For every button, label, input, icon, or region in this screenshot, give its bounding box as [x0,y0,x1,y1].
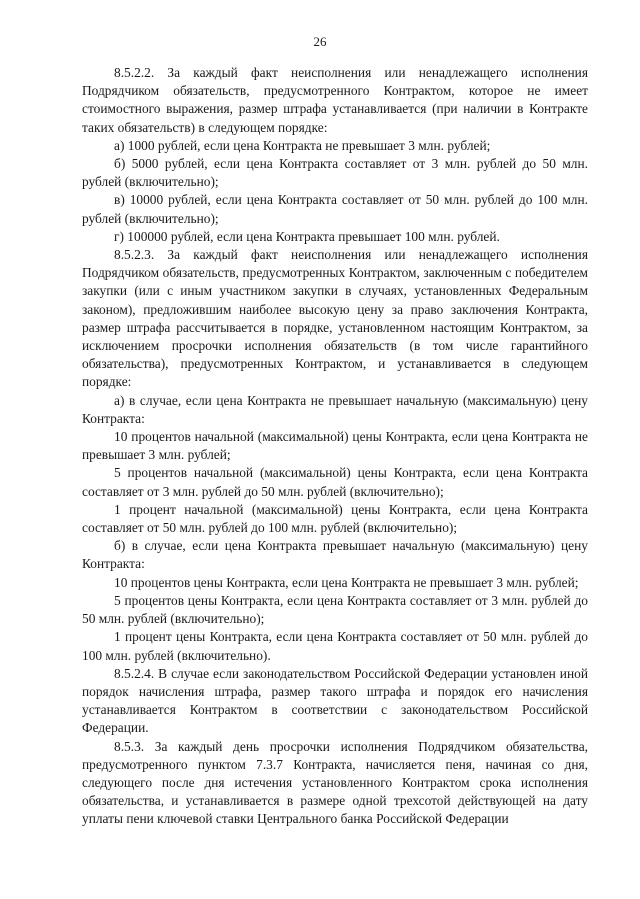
list-item-b: б) 5000 рублей, если цена Контракта составляет от 3 млн. рублей до 50 млн. рублей (включительно); [82,156,588,190]
paragraph-8-5-2-2: 8.5.2.2. За каждый факт неисполнения или ненадлежащего исполнения Подрядчиком обязательств, предусмотренного Контрактом, которое не имеет стоимостного выражения, размер штрафа устанавливается (при наличии в Контракте таких обязательств) в следующем порядке: [82,65,588,135]
case-a-item-3: 1 процент начальной (максимальной) цены Контракта, если цена Контракта составляет от 50 млн. рублей до 100 млн. рублей (включительно); [82,501,588,536]
paragraph-8-5-2-3: 8.5.2.3. За каждый факт неисполнения или ненадлежащего исполнения Подрядчиком обязательств, предусмотренных Контрактом, заключенным с победителем закупки (или с иным участником закупки в случаях, установленных Федеральным законом), предложившим наиболее высокую цену за право заключения Контракта, размер штрафа рассчитывается в порядке, установленном настоящим Контрактом, за исключением просрочки исполнения обязательств (в том числе гарантийного обязательства), предусмотренных Контрактом, и устанавливается в следующем порядке: [82,247,588,390]
document-body [82,64,588,829]
case-a: а) в случае, если цена Контракта не превышает начальную (максимальную) цену Контракта: [82,392,588,426]
case-a-item-2: 5 процентов начальной (максимальной) цены Контракта, если цена Контракта составляет от 3 млн. рублей до 50 млн. рублей (включительно); [82,465,588,499]
list-item-a: а) 1000 рублей, если цена Контракта не превышает 3 млн. рублей; [114,137,491,153]
case-b-item-3: 1 процент цены Контракта, если цена Контракта составляет от 50 млн. рублей до 100 млн. рублей (включительно). [82,629,588,663]
case-a-item-1: 10 процентов начальной (максимальной) цены Контракта, если цена Контракта не превышает 3 млн. рублей; [82,429,588,463]
list-item-v: в) 10000 рублей, если цена Контракта составляет от 50 млн. рублей до 100 млн. рублей (включительно); [82,192,588,226]
case-b-item-1: 10 процентов цены Контракта, если цена Контракта не превышает 3 млн. рублей; [114,574,579,590]
paragraph-8-5-3: 8.5.3. За каждый день просрочки исполнения Подрядчиком обязательства, предусмотренного пунктом 7.3.7 Контракта, начисляется пеня, начиная со дня, следующего после дня истечения установленного Контрактом срока исполнения обязательства, и устанавливается в размере одной трехсотой действующей на дату уплаты пени ключевой ставки Центрального банка Российской Федерации [82,738,588,827]
page-number: 26 [313,34,327,49]
list-item-g: г) 100000 рублей, если цена Контракта превышает 100 млн. рублей. [114,228,500,244]
case-b-item-2: 5 процентов цены Контракта, если цена Контракта составляет от 3 млн. рублей до 50 млн. рублей (включительно); [82,592,588,627]
case-b: б) в случае, если цена Контракта превышает начальную (максимальную) цену Контракта: [82,538,588,572]
paragraph-8-5-2-4: 8.5.2.4. В случае если законодательством Российской Федерации установлен иной порядок начисления штрафа, размер такого штрафа и порядок его начисления устанавливается Контрактом в соответствии с законодательством Российской Федерации. [82,665,588,736]
